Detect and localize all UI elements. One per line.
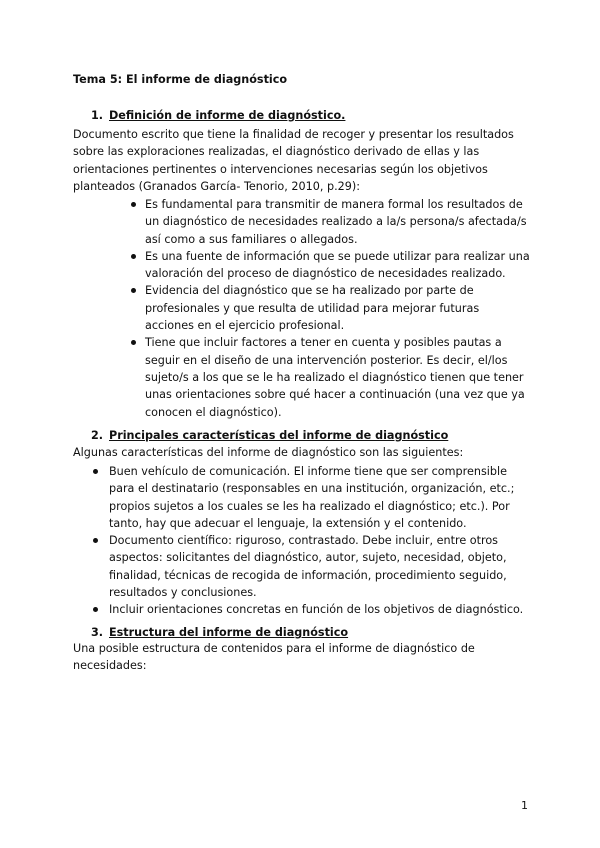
list-item-text: Documento científico: riguroso, contrastado. Debe incluir, entre otros aspectos: solicitantes del diagnóstico, autor, sujeto, necesidad, objeto, finalidad, técnicas de recogida de información, procedimiento seguido, resultados y conclusiones. xyxy=(109,534,507,600)
list-item-text: Evidencia del diagnóstico que se ha realizado por parte de profesionales y que resulta de utilidad para mejorar futuras acciones en el ejercicio profesional. xyxy=(145,284,480,333)
bullet-icon xyxy=(93,607,98,612)
section-1-bullet-list xyxy=(145,196,530,421)
section-3-title: Estructura del informe de diagnóstico xyxy=(109,626,349,639)
section-1-title: Definición de informe de diagnóstico. xyxy=(109,109,346,122)
list-item xyxy=(109,532,529,601)
list-item xyxy=(109,601,529,618)
list-item xyxy=(145,196,530,248)
section-2-bullet-list xyxy=(109,463,529,619)
list-item xyxy=(145,248,530,283)
page-number: 1 xyxy=(521,799,528,812)
list-item-text: Buen vehículo de comunicación. El informe tiene que ser comprensible para el destinatario (responsables en una institución, organización, etc.; propios sujetos a los cuales se les ha realizado el diagnóstico; etc.). Por tanto, hay que adecuar el lenguaje, la extensión y el contenido. xyxy=(109,465,515,530)
list-item-text: Es una fuente de información que se puede utilizar para realizar una valoración del proceso de diagnóstico de necesidades realizado. xyxy=(145,249,530,281)
section-2-number: 2. xyxy=(91,429,104,442)
section-2-intro: Algunas características del informe de diagnóstico son las siguientes: xyxy=(73,446,464,459)
bullet-icon xyxy=(93,538,98,543)
list-item-text: Tiene que incluir factores a tener en cuenta y posibles pautas a seguir en el diseño de una intervención posterior. Es decir, el/los sujeto/s a los que se le ha realizado el diagnóstico tienen que tener unas orientaciones sobre qué hacer a continuación (una vez que ya conocen el diagnóstico). xyxy=(145,336,525,419)
section-3-heading xyxy=(91,624,348,641)
bullet-icon xyxy=(131,254,136,259)
section-3-number: 3. xyxy=(91,626,104,639)
section-2-heading xyxy=(91,427,448,444)
section-1-intro: Documento escrito que tiene la finalidad de recoger y presentar los resultados sobre las exploraciones realizadas, el diagnóstico derivado de ellas y las orientaciones pertinentes o intervenciones necesarias según los objetivos planteados (Granados García- Tenorio, 2010, p.29): xyxy=(73,128,514,193)
section-3-intro: Una posible estructura de contenidos para el informe de diagnóstico de necesidades: xyxy=(73,642,475,673)
list-item xyxy=(109,463,529,532)
list-item-text: Es fundamental para transmitir de manera formal los resultados de un diagnóstico de necesidades realizado a la/s persona/s afectada/s así como a sus familiares o allegados. xyxy=(145,198,527,246)
bullet-icon xyxy=(131,340,136,345)
list-item-text: Incluir orientaciones concretas en función de los objetivos de diagnóstico. xyxy=(109,603,524,617)
section-1-number: 1. xyxy=(91,109,104,122)
document-title: Tema 5: El informe de diagnóstico xyxy=(73,73,288,86)
section-2-title: Principales características del informe de diagnóstico xyxy=(109,429,449,442)
section-1-heading xyxy=(91,107,345,124)
bullet-icon xyxy=(93,469,98,474)
list-item xyxy=(145,282,530,334)
bullet-icon xyxy=(131,202,136,207)
list-item xyxy=(145,334,530,420)
bullet-icon xyxy=(131,288,136,293)
